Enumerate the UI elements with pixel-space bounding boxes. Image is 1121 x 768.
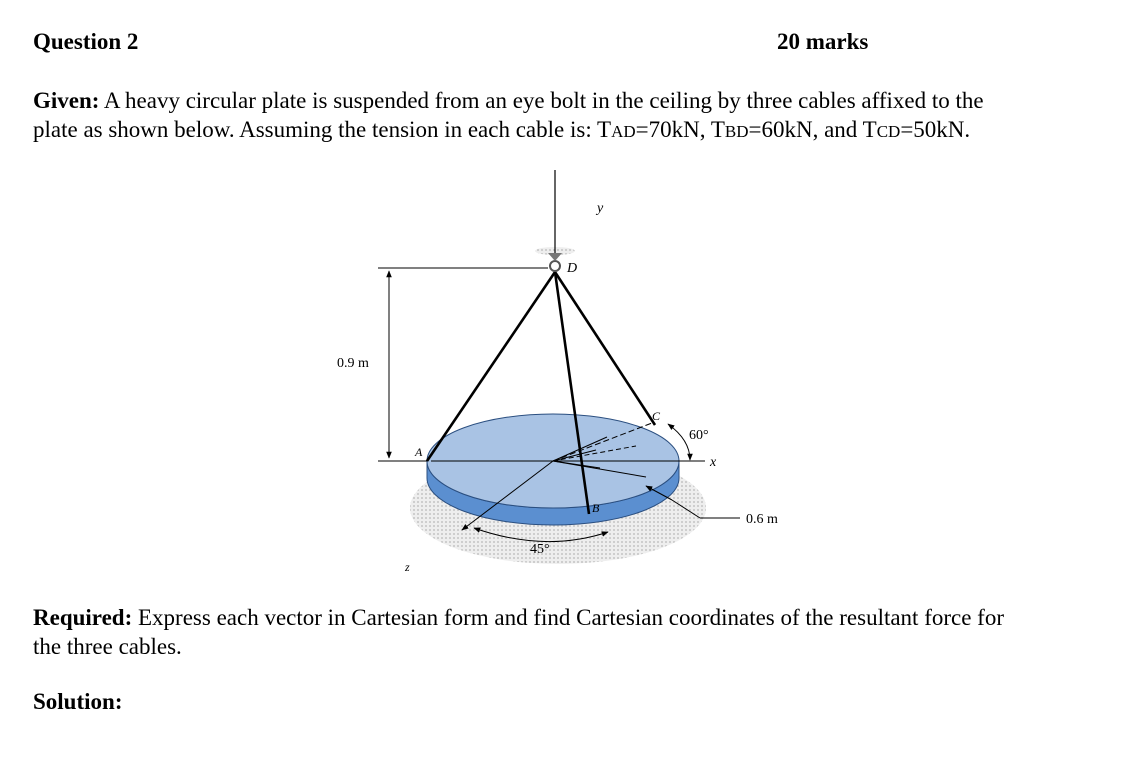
given-text-1: A heavy circular plate is suspended from an eye bolt in the ceiling by three cables affixed to the [99, 88, 984, 113]
label-d: D [567, 261, 578, 276]
given-text-2: plate as shown below. Assuming the tension in each cable is: T [33, 117, 612, 142]
label-b: B [592, 501, 600, 515]
tcd-value: =50kN. [900, 117, 971, 142]
required-label: Required: [33, 605, 133, 630]
label-c: C [652, 409, 661, 423]
given-label: Given: [33, 88, 100, 113]
required-text-1: Express each vector in Cartesian form and find Cartesian coordinates of the resultant force for [132, 605, 1005, 630]
label-a: A [415, 445, 423, 459]
solution-label: Solution: [33, 689, 123, 714]
label-x: x [710, 455, 717, 470]
question-title: Question 2 [33, 29, 139, 54]
label-06m: 0.6 m [746, 512, 778, 527]
label-y: y [597, 201, 604, 216]
tbd-value: =60kN, and T [748, 117, 877, 142]
required-line-2: the three cables. [33, 634, 182, 659]
label-45: 45° [530, 542, 550, 557]
eye-bolt-mount [548, 253, 562, 261]
tbd-subscript: BD [724, 122, 749, 141]
label-09m: 0.9 m [337, 356, 369, 371]
eye-bolt [550, 261, 560, 271]
tad-subscript: AD [611, 122, 636, 141]
cable-cd [555, 272, 655, 425]
required-line-1 [33, 603, 1004, 632]
label-60: 60° [689, 428, 709, 443]
tad-value: =70kN, T [635, 117, 725, 142]
question-marks: 20 marks [777, 29, 869, 54]
tcd-subscript: CD [876, 122, 901, 141]
label-z: z [405, 560, 410, 574]
